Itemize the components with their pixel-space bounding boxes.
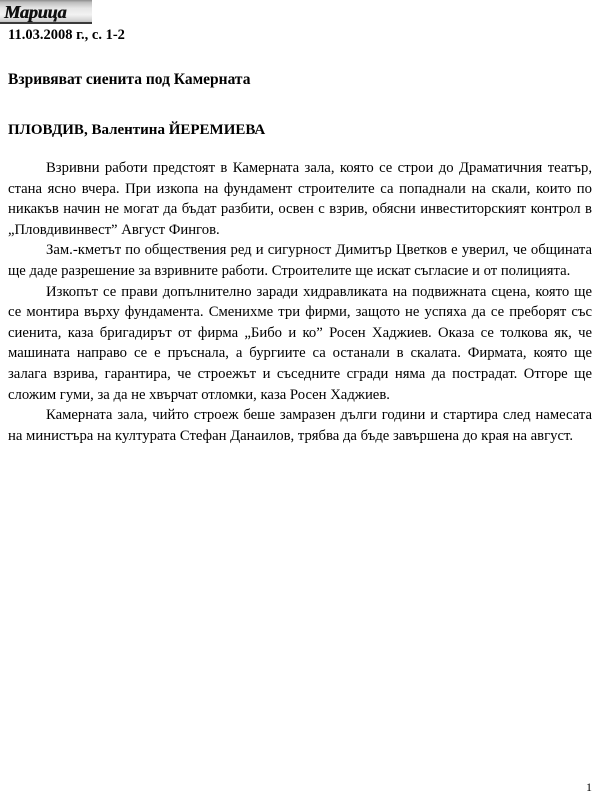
article-paragraph: Зам.-кметът по обществения ред и сигурност Димитър Цветков е уверил, че общината ще даде разрешение за взривните работи. Строителите ще искат съгласие и от полицията.	[8, 242, 592, 279]
newspaper-logo-image	[0, 0, 92, 24]
newspaper-logo-text: Марица	[4, 2, 67, 22]
article-paragraph: Взривни работи предстоят в Камерната зала, която се строи до Драматичния театър, стана ясно вчера. При изкопа на фундамент строителите са попаднали на скали, които по никакъв начин не могат да бъдат разбити, освен с взрив, обясни инвеститорският контрол в „Пловдивинвест” Август Фингов.	[8, 160, 592, 238]
article-body	[8, 158, 592, 446]
article-paragraph: Изкопът се прави допълнително заради хидравликата на подвижната сцена, която ще се монтира върху фундамента. Сменихме три фирми, защото не успяха да се преборят със сиенита, каза бригадирът от фирма „Бибо и ко” Росен Хаджиев. Оказа се толкова як, че машината направо се е пръснала, а бургиите са останали в скалата. Фирмата, която ще залага взрива, гарантира, че строежът и съседните сгради няма да пострадат. Отгоре ще сложим гуми, за да не хвърчат отломки, каза Росен Хаджиев.	[8, 283, 592, 403]
publication-dateline: 11.03.2008 г., с. 1-2	[8, 27, 125, 43]
article-paragraph: Камерната зала, чийто строеж беше замразен дълги години и стартира след намесата на министъра на културата Стефан Данаилов, трябва да бъде завършена до края на август.	[8, 407, 592, 444]
article-byline: ПЛОВДИВ, Валентина ЙЕРЕМИЕВА	[8, 122, 266, 138]
article-headline: Взривяват сиенита под Камерната	[8, 71, 251, 89]
page-number: 1	[586, 780, 592, 794]
newspaper-masthead	[0, 0, 92, 24]
